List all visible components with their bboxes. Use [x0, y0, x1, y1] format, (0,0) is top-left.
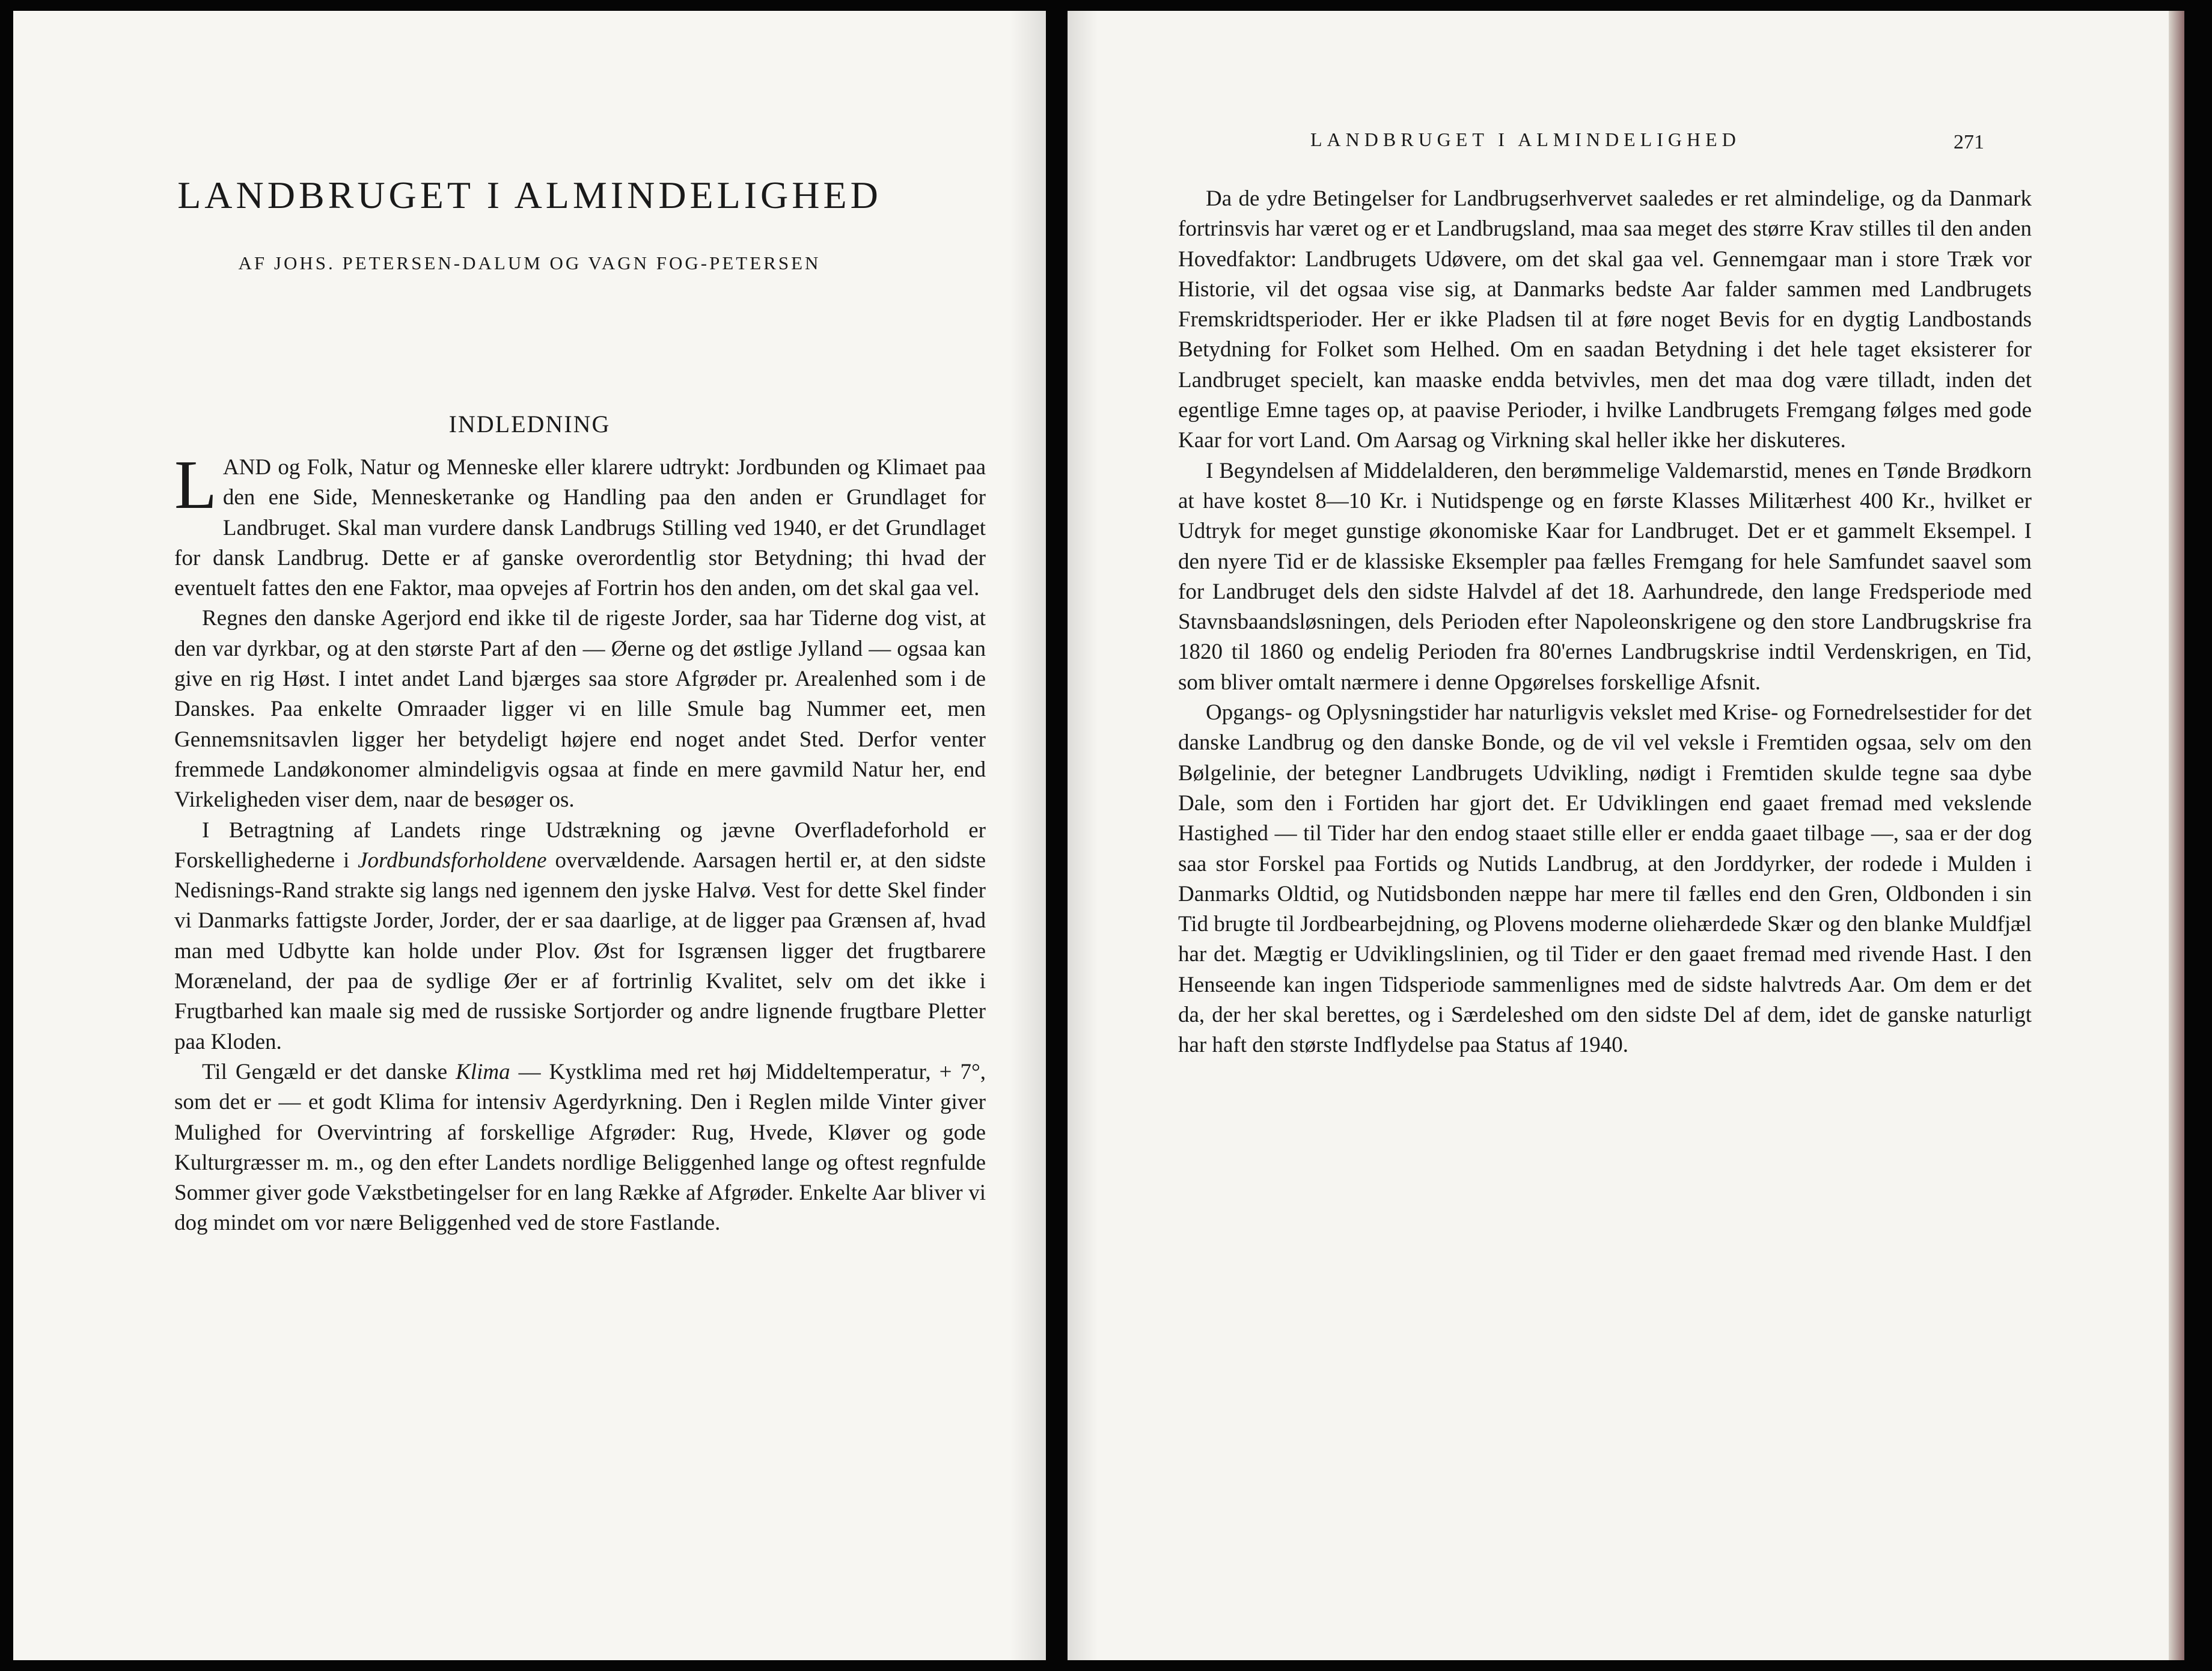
italic-term: Jordbundsforholdene: [358, 848, 547, 873]
chapter-authors: AF JOHS. PETERSEN-DALUM OG VAGN FOG-PETERSEN: [238, 252, 821, 273]
paragraph-text: Til Gengæld er det danske: [202, 1059, 456, 1084]
paragraph: Da de ydre Betingelser for Landbrugserhvervet saaledes er ret almindelige, og da Danmark fortrinsvis har været og er et Landbrugsland, maa saa meget des større Krav stilles til den anden Hovedfaktor: Landbrugets Udøvere, om det skal gaa vel. Gennemgaar man i store Træk vor Historie, vil det ogsaa vise sig, at Danmarks bedste Aar falder sammen med Landbrugets Fremskridtsperioder. Her er ikke Pladsen til at føre noget Bevis for en dygtig Landbostands Betydning for Folket som Helhed. Om en saadan Betydning i det hele taget eksisterer for Landbruget specielt, kan maaske endda betvivles, men det maa dog være tilladt, inden det egentlige Emne tages op, at paavise Perioder, i hvilke Landbrugets Fremgang følges med gode Kaar for vort Land. Om Aarsag og Virkning skal heller ikke her diskuteres.: [1178, 186, 2032, 453]
section-heading: INDLEDNING: [448, 411, 611, 438]
left-body-text: [174, 447, 986, 1239]
drop-cap: L: [174, 447, 217, 524]
right-body-text: [1178, 184, 2032, 1061]
chapter-title: LANDBRUGET I ALMINDELIGHED: [177, 174, 882, 216]
paragraph-text: I Betragtning af Landets ringe Udstrækning og jævne Overfladeforhold er Forskellighederne i: [174, 817, 986, 873]
paragraph-text: overvældende. Aarsagen hertil er, at den sidste Nedisnings-Rand strakte sig langs ned igennem den jyske Halvø. Vest for dette Skel finder vi Danmarks fattigste Jorder, Jorder, der er saa daarlige, at de ligger paa Grænsen af, hvad man med Udbytte kan holde under Plov. Øst for Isgrænsen ligger det frugtbarere Moræneland, der paa de sydlige Øer er af fortrinlig Kvalitet, selv om det ikke i Frugtbarhed kan maale sig med de russiske Sortjorder og andre lignende frugtbare Pletter paa Kloden.: [174, 848, 986, 1054]
paragraph: [174, 447, 986, 603]
running-head: LANDBRUGET I ALMINDELIGHED: [1310, 129, 1741, 150]
right-page: [1068, 11, 2184, 1660]
paragraph: [174, 1057, 986, 1239]
paragraph: Regnes den danske Agerjord end ikke til de rigeste Jorder, saa har Tiderne dog vist, at den var dyrkbar, og at den største Part af den — Øerne og det østlige Jylland — ogsaa kan give en rig Høst. I intet andet Land bjærges saa store Afgrøder pr. Arealenhed som i de Danskes. Paa enkelte Omraader ligger vi en lille Smule bag Nummer eet, men Gennemsnitsavlen ligger her betydeligt højere end noget andet Sted. Derfor venter fremmede Landøkonomer almindeligvis ogsaa at finde en mere gavmild Natur her, end Virkeligheden viser dem, naar de besøger os.: [174, 606, 986, 813]
gutter-shadow: [1068, 11, 1098, 1660]
italic-term: Klima: [456, 1059, 510, 1084]
page-edge: [2169, 11, 2184, 1660]
paragraph: Opgangs- og Oplysningstider har naturligvis vekslet med Krise- og Fornedrelsestider for det danske Landbrug og den danske Bonde, og de vil vel veksle i Fremtiden ogsaa, selv om den Bølgelinie, der betegner Landbrugets Udvikling, nødigt i Fremtiden skulde tegne saa dybe Dale, som den i Fortiden har gjort det. Er Udviklingen end gaaet fremad med vekslende Hastighed — til Tider har den endog staaet stille eller er endda gaaet tilbage —, saa er der dog saa stor Forskel paa Fortids og Nutids Landbrug, at den Jorddyrker, der rodede i Mulden i Danmarks Oldtid, og Nutidsbonden næppe har mere til fælles end den Gren, Oldbonden i sin Tid brugte til Jordbearbejdning, og Plovens moderne oliehærdede Skær og den blanke Muldfjæl har det. Mægtig er Udviklingslinien, og til Tider er den gaaet fremad med rivende Hast. I den Henseende kan ingen Tidsperiode sammenlignes med de sidste halvtreds Aar. Om dem er det da, der her skal berettes, og i Særdeleshed om den sidste Del af dem, idet de ganske naturligt har haft den største Indflydelse paa Status af 1940.: [1178, 700, 2032, 1058]
paragraph-text: AND og Folk, Natur og Menneske eller klarere udtrykt: Jordbunden og Klimaet paa den ene Side, Menneskeтanke og Handling paa den anden er Grundlaget for Landbruget. Skal man vurdere dansk Landbrugs Stilling ved 1940, er det Grundlaget for dansk Landbrug. Dette er af ganske overordentlig stor Betydning; thi hvad der eventuelt fattes den ene Faktor, maa opvejes af Fortrin hos den anden, om det skal gaa vel.: [174, 455, 986, 601]
paragraph-text: — Kystklima med ret høj Middeltemperatur, + 7°, som det er — et godt Klima for intensiv Agerdyrkning. Den i Reglen milde Vinter giver Mulighed for Overvintring af forskellige Afgrøder: Rug, Hvede, Kløver og gode Kulturgræsser m. m., og den efter Landets nordlige Beliggenhed lange og oftest regnfulde Sommer giver gode Vækstbetingelser for en lang Række af Afgrøder. Enkelte Aar bliver vi dog mindet om vor nære Beliggenhed ved de store Fastlande.: [174, 1059, 986, 1236]
page-number: 271: [1954, 131, 1984, 153]
paragraph: [174, 816, 986, 1057]
left-page: [13, 11, 1046, 1660]
paragraph: I Begyndelsen af Middelalderen, den berømmelige Valdemarstid, menes en Tønde Brødkorn at have kostet 8—10 Kr. i Nutidspenge og en første Klasses Militærhest 400 Kr., hvilket er Udtryk for meget gunstige økonomiske Kaar for Landbruget. Det er et gammelt Eksempel. I den nyere Tid er de klassiske Eksempler paa fælles Fremgang for hele Samfundet saavel som for Landbruget dels den sidste Halvdel af det 18. Aarhundrede, den lange Fredsperiode med Stavnsbaandsløsningen, dels Perioden efter Napoleonskrigene og den store Landbrugskrise fra 1820 til 1860 og endelig Perioden fra 80'ernes Landbrugskrise indtil Verdenskrigen, en Tid, som bliver omtalt nærmere i denne Opgørelses forskellige Afsnit.: [1178, 458, 2032, 695]
